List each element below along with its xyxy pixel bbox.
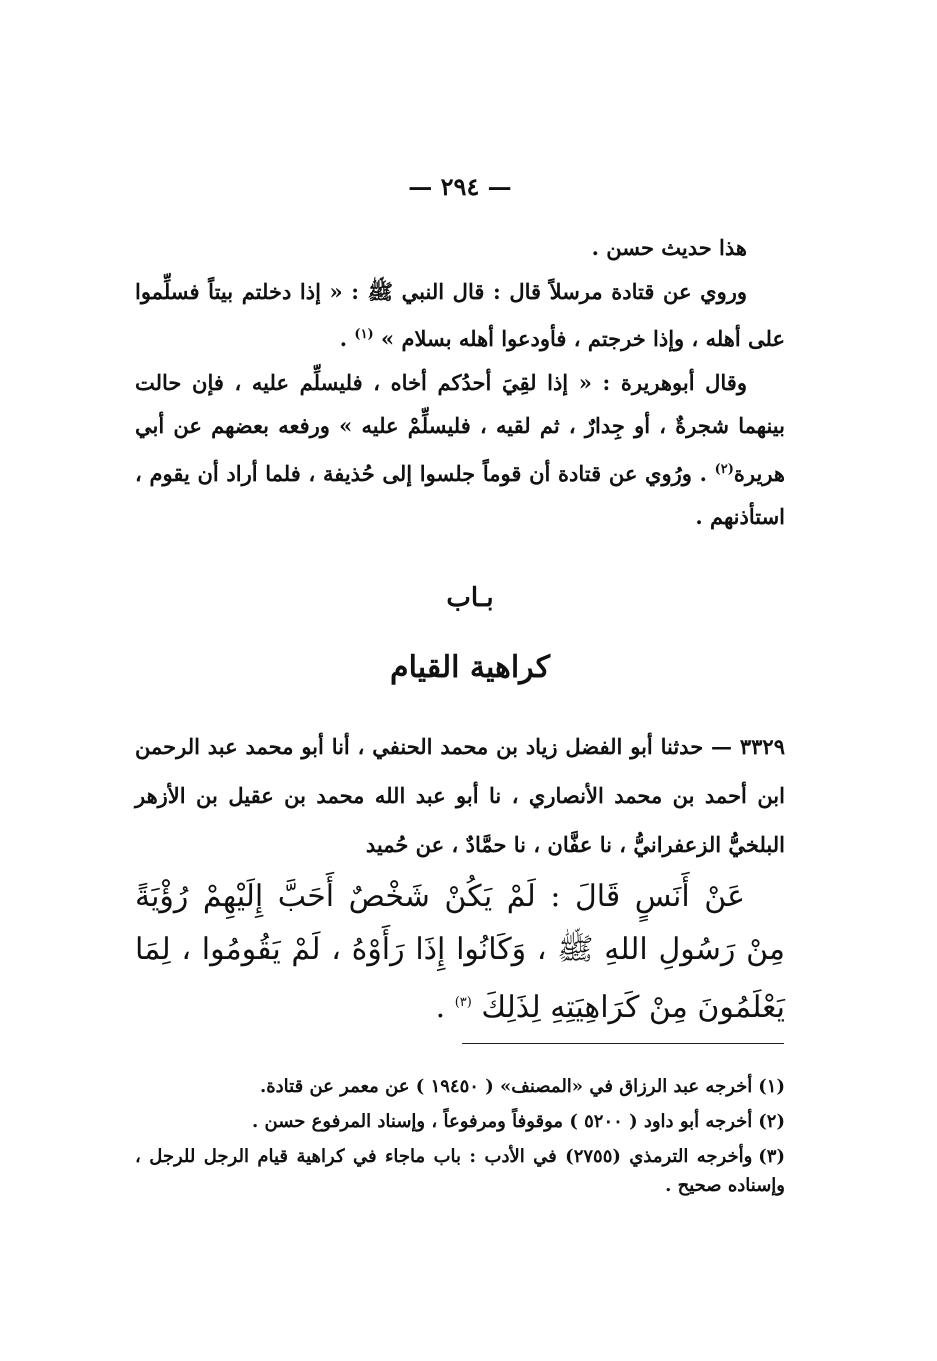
bab-heading: بـاب — [446, 583, 494, 613]
intro-paragraph-2 — [135, 270, 785, 361]
footnote-ref-3: (٣) — [454, 995, 472, 1010]
footnote-1 — [135, 1072, 785, 1101]
footnote-2-number: (٢) — [758, 1111, 785, 1132]
footnote-3 — [135, 1142, 785, 1200]
footnote-ref-1: (١) — [354, 327, 374, 342]
intro-paragraph-3-text: وقال أبوهريرة : « إذا لقِيَ أحدُكم أخاه ، فليسلِّم عليه ، فإن حالت بينهما شجرةٌ ، أو جِدارٌ ، ثم لقيه ، فليسلِّمْ عليه » ورفعه بعضهم عن أبي هريرة — [135, 369, 785, 486]
footnote-divider — [462, 1043, 784, 1044]
chapter-title: كراهية القيام — [390, 650, 550, 685]
footnote-1-number: (١) — [758, 1076, 785, 1097]
footnote-3-text: وأخرجه الترمذي (٢٧٥٥) في الأدب : باب ماجاء في كراهية قيام الرجل للرجل ، وإسناده صحيح . — [135, 1146, 785, 1196]
footnotes — [135, 1072, 785, 1206]
footnote-1-text: أخرجه عبد الرزاق في «المصنف» ( ١٩٤٥٠ ) عن معمر عن قتادة. — [259, 1076, 753, 1097]
intro-paragraph-3 — [135, 361, 785, 539]
hadith-text: عَنْ أَنَسٍ قَالَ : لَمْ يَكُنْ شَخْصٌ أَحَبَّ إِلَيْهِمْ رُؤْيَةً مِنْ رَسُولِ اللهِ ﷺ ، وَكَانُوا إِذَا رَأَوْهُ ، لَمْ يَقُومُوا ، لِمَا يَعْلَمُونَ مِنْ كَرَاهِيَتِهِ لِذَلِكَ — [135, 879, 785, 1025]
page-number: — ٢٩٤ — — [408, 172, 512, 201]
footnote-2 — [135, 1107, 785, 1136]
isnad-text: ٣٣٢٩ — حدثنا أبو الفضل زياد بن محمد الحنفي ، أنا أبو محمد عبد الرحمن ابن أحمد بن محمد الأنصاري ، نا أبو عبد الله محمد بن عقيل بن الأزهر البلخيُّ الزعفرانيُّ ، نا عفَّان ، نا حمَّادٌ ، عن حُميد — [135, 734, 785, 857]
footnote-3-number: (٣) — [758, 1146, 785, 1167]
footnote-2-text: أخرجه أبو داود ( ٥٢٠٠ ) موقوفاً ومرفوعاً ، وإسناد المرفوع حسن . — [252, 1111, 753, 1132]
intro-paragraph-2-end: . — [339, 326, 355, 351]
intro-paragraph-3-end: . ورُوي عن قتادة أن قوماً جلسوا إلى حُذيفة ، فلما أراد أن يقوم ، استأذنهم . — [135, 460, 785, 529]
hadith-end: . — [435, 990, 455, 1025]
footnote-ref-2: (٢) — [714, 461, 734, 477]
intro-paragraph-1: هذا حديث حسن . — [591, 235, 747, 260]
intro-section — [135, 226, 785, 539]
intro-paragraph-2-text: وروي عن قتادة مرسلاً قال : قال النبي ﷺ : « إذا دخلتم بيتاً فسلِّموا على أهله ، وإذا خرجتم ، فأودعوا أهله بسلام » — [135, 278, 785, 351]
hadith-isnad — [135, 722, 785, 869]
hadith-matn — [135, 870, 785, 1034]
hadith-text-line — [135, 870, 785, 1034]
